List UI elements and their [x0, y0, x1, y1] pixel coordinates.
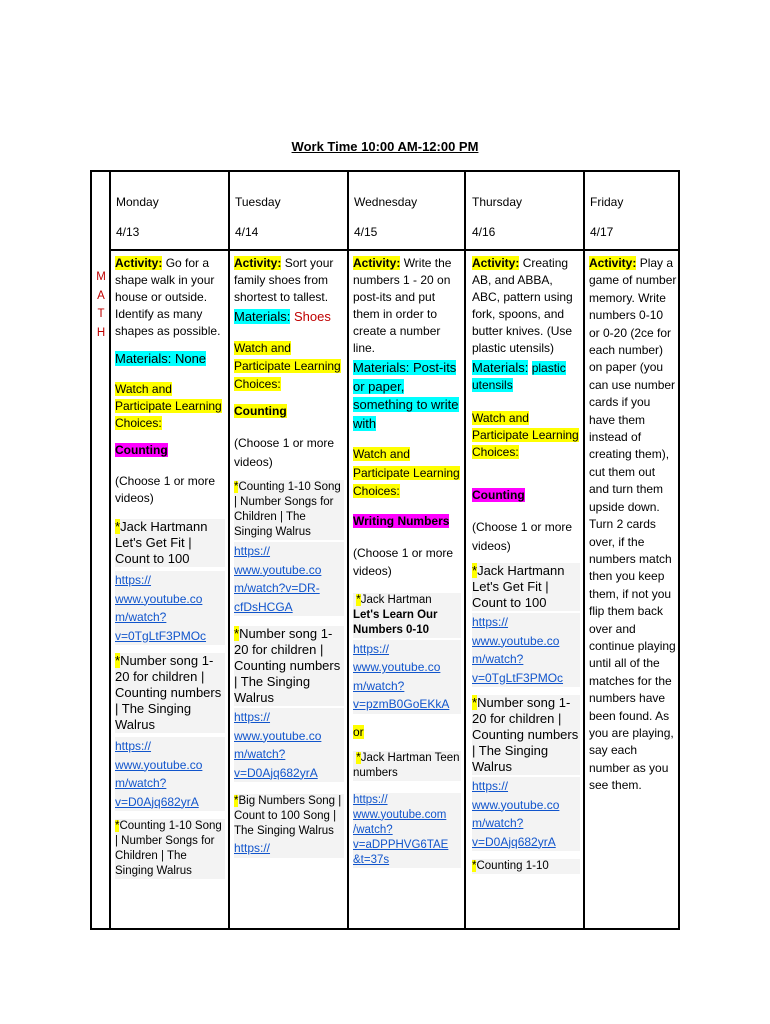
day-header-thursday: Thursday: [472, 195, 523, 209]
materials-label: Materials:: [234, 309, 291, 324]
monday-video-1-link[interactable]: https:// www.youtube.co m/watch? v=0TgLtF3PMOc: [115, 573, 207, 643]
wednesday-video-1-pre: Jack Hartman: [360, 593, 432, 606]
date-friday: 4/17: [590, 225, 614, 239]
thursday-video-1-title: Jack Hartmann Let's Get Fit | Count to 100: [472, 563, 565, 610]
tuesday-video-3-title: Big Numbers Song | Count to 100 Song | The Singing Walrus: [234, 795, 342, 837]
tuesday-video-2-link[interactable]: https:// www.youtube.co m/watch? v=D0Ajq682yrA: [234, 710, 322, 780]
side-letter: T: [97, 308, 105, 320]
tuesday-cell: [234, 255, 344, 868]
wednesday-topic: Writing Numbers: [353, 513, 450, 528]
wednesday-video-1-title: Let's Learn Our Numbers 0-10: [353, 608, 438, 636]
tuesday-video-1-link[interactable]: https:// www.youtube.co m/watch?v=DR-cfDsHCGA: [234, 544, 322, 614]
or-label: or: [353, 724, 364, 739]
star-mark: *: [115, 653, 121, 668]
column-divider: [109, 172, 111, 928]
materials-label: Materials:: [472, 360, 529, 375]
wednesday-video-1-link[interactable]: https:// www.youtube.co m/watch? v=pzmB0GoEKkA: [353, 641, 450, 711]
tuesday-materials: Shoes: [293, 309, 331, 324]
star-mark: *: [115, 519, 121, 534]
monday-video-2-link[interactable]: https:// www.youtube.co m/watch? v=D0Ajq682yrA: [115, 739, 203, 809]
wednesday-video-2-title: Jack Hartman Teen numbers: [353, 751, 460, 779]
activity-label: Activity:: [115, 256, 163, 270]
thursday-activity: Creating AB, and ABBA, ABC, pattern using fork, spoons, and butter knives. (Use plastic utensils): [472, 256, 573, 355]
thursday-topic: Counting: [472, 488, 525, 502]
day-header-friday: Friday: [590, 195, 624, 209]
thursday-materials: plastic utensils: [472, 361, 566, 392]
day-header-monday: Monday: [116, 195, 159, 209]
schedule-table: [90, 170, 680, 930]
star-mark: *: [234, 795, 239, 807]
column-divider: [228, 172, 230, 928]
side-letter: A: [97, 289, 105, 302]
date-monday: 4/13: [116, 225, 140, 239]
subject-label-math: [95, 268, 107, 342]
activity-label: Activity:: [353, 256, 401, 270]
page-title: Work Time 10:00 AM-12:00 PM: [291, 139, 479, 154]
tuesday-activity: Sort your family shoes from shortest to tallest.: [234, 256, 334, 304]
watch-label: Watch and Participate Learning Choices:: [115, 382, 222, 430]
watch-label: Watch and Participate Learning Choices:: [234, 341, 341, 391]
star-mark: *: [356, 593, 361, 606]
wednesday-cell: [353, 255, 461, 878]
tuesday-video-3-link[interactable]: https://: [234, 841, 271, 855]
watch-label: Watch and Participate Learning Choices:: [472, 411, 579, 459]
thursday-video-3-title: Counting 1-10: [476, 860, 549, 872]
choose-note: (Choose 1 or more videos): [353, 545, 454, 578]
date-thursday: 4/16: [472, 225, 496, 239]
side-letter: M: [96, 271, 106, 283]
monday-cell: [115, 255, 225, 889]
thursday-video-2-link[interactable]: https:// www.youtube.co m/watch? v=D0Ajq682yrA: [472, 779, 560, 849]
choose-note: (Choose 1 or more videos): [234, 436, 335, 469]
date-wednesday: 4/15: [354, 225, 378, 239]
side-letter: H: [96, 326, 106, 339]
header-divider: [109, 249, 678, 251]
star-mark: *: [472, 563, 478, 578]
column-divider: [583, 172, 585, 928]
friday-cell: [589, 255, 677, 805]
monday-activity: Go for a shape walk in your house or outside. Identify as many shapes as possible.: [115, 256, 221, 338]
star-mark: *: [472, 860, 477, 872]
day-header-tuesday: Tuesday: [235, 195, 281, 209]
monday-materials: Materials: None: [115, 351, 207, 366]
monday-video-2-title: Number song 1-20 for children | Counting numbers | The Singing Walrus: [115, 653, 222, 732]
choose-note: (Choose 1 or more videos): [115, 474, 216, 505]
star-mark: *: [234, 626, 240, 641]
thursday-video-2-title: Number song 1-20 for children | Counting numbers | The Singing Walrus: [472, 695, 579, 774]
thursday-cell: [472, 255, 580, 884]
star-mark: *: [472, 695, 478, 710]
day-header-wednesday: Wednesday: [354, 195, 418, 209]
star-mark: *: [234, 481, 239, 493]
tuesday-topic: Counting: [234, 404, 287, 418]
star-mark: *: [115, 820, 120, 832]
column-divider: [464, 172, 466, 928]
wednesday-activity: Write the numbers 1 - 20 on post-its and put them in order to create a number line.: [353, 256, 452, 355]
monday-video-3-title: Counting 1-10 Song | Number Songs for Children | The Singing Walrus: [115, 820, 222, 877]
star-mark: *: [356, 751, 361, 764]
choose-note: (Choose 1 or more videos): [472, 520, 573, 553]
tuesday-video-1-title: Counting 1-10 Song | Number Songs for Children | The Singing Walrus: [234, 481, 341, 538]
activity-label: Activity:: [234, 256, 282, 270]
activity-label: Activity:: [589, 256, 637, 270]
column-divider: [347, 172, 349, 928]
activity-label: Activity:: [472, 256, 520, 270]
watch-label: Watch and Participate Learning Choices:: [353, 447, 460, 498]
date-tuesday: 4/14: [235, 225, 259, 239]
wednesday-materials: Materials: Post-its or paper, something to write with: [353, 360, 459, 431]
monday-topic: Counting: [115, 443, 168, 457]
monday-video-1-title: Jack Hartmann Let's Get Fit | Count to 100: [115, 519, 208, 566]
wednesday-video-2-link[interactable]: https:// www.youtube.com /watch? v=aDPPHVG6TAE &t=37s: [353, 793, 449, 866]
tuesday-video-2-title: Number song 1-20 for children | Counting numbers | The Singing Walrus: [234, 626, 341, 705]
friday-activity: Play a game of number memory. Write numbers 0-10 or 0-20 (2ce for each number) on paper (you can use number cards if you have them instead of creating them), cut them out and turn them upside down. Turn 2 cards over, if the numbers match then you keep them, if not you flip them back over and continue playing until all of the matches for the numbers have been found. As you are playing, say each number as you see them.: [589, 256, 677, 793]
thursday-video-1-link[interactable]: https:// www.youtube.co m/watch? v=0TgLtF3PMOc: [472, 615, 564, 685]
